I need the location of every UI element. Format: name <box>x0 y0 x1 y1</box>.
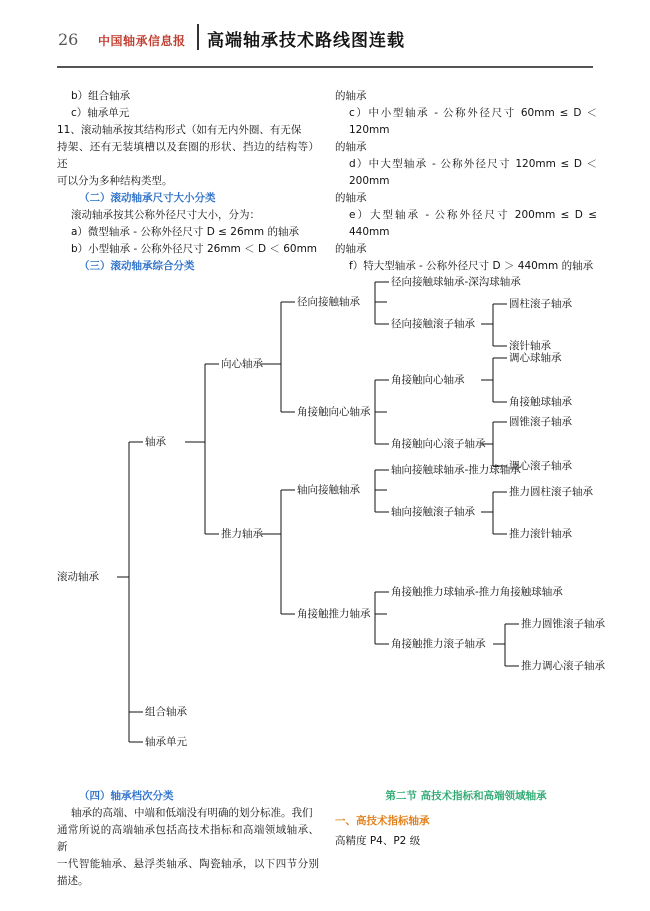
left-body-2: a）微型轴承 - 公称外径尺寸 D ≤ 26mm 的轴承 <box>71 226 299 238</box>
page-number: 26 <box>58 30 79 49</box>
tree-node-angular-contact-ball-bearing: 角接触球轴承 <box>509 396 572 408</box>
bottom-right-section <box>335 788 597 850</box>
tree-node-thrust-cylindrical-roller-bearing: 推力圆柱滚子轴承 <box>509 486 593 498</box>
bottom-left-section <box>57 788 319 890</box>
header-divider <box>197 24 199 50</box>
right-line-1: 的轴承 <box>335 90 367 102</box>
tree-section-title: （三）滚动轴承综合分类 <box>79 260 195 272</box>
tree-node-combined-bearing: 组合轴承 <box>145 706 187 718</box>
tree-node-radial-contact-ball-bearing: 径向接触球轴承-深沟球轴承 <box>391 276 521 288</box>
right-line-8: f）特大型轴承 - 公称外径尺寸 D ＞ 440mm 的轴承 <box>349 260 594 272</box>
tree-node-thrust-needle-roller-bearing: 推力滚针轴承 <box>509 528 572 540</box>
tree-node-thrust-tapered-roller-bearing: 推力圆锥滚子轴承 <box>521 618 605 630</box>
tree-node-angular-radial-bearing: 角接触向心轴承 <box>297 406 371 418</box>
journal-name: 中国轴承信息报 <box>98 34 186 48</box>
left-line-3: 11、滚动轴承按其结构形式（如有无内外圈、有无保 <box>57 124 302 136</box>
left-line-5: 可以分为多种结构类型。 <box>57 175 173 187</box>
tree-node-axial-contact-roller-bearing: 轴向接触滚子轴承 <box>391 506 475 518</box>
right-line-2: c）中小型轴承 - 公称外径尺寸 60mm ≤ D ＜ 120mm <box>349 107 597 136</box>
tree-node-angular-thrust-roller-bearing: 角接触推力滚子轴承 <box>391 638 486 650</box>
left-line-1: b）组合轴承 <box>71 90 131 102</box>
left-line-2: c）轴承单元 <box>71 107 130 119</box>
tree-node-self-aligning-ball-bearing: 调心球轴承 <box>509 352 562 364</box>
page-title: 高端轴承技术路线图连载 <box>207 31 405 51</box>
tree-node-root: 滚动轴承 <box>57 571 99 583</box>
right-line-6: e）大型轴承 - 公称外径尺寸 200mm ≤ D ≤ 440mm <box>349 209 597 238</box>
tree-node-bearing: 轴承 <box>145 436 166 448</box>
bottom-left-line-3: 一代智能轴承、悬浮类轴承、陶瓷轴承，以下四节分别描述。 <box>57 858 319 887</box>
tree-node-self-aligning-roller-bearing: 调心滚子轴承 <box>509 460 572 472</box>
left-text-column <box>57 88 319 258</box>
bottom-left-line-1: 轴承的高端、中端和低端没有明确的划分标准。我们 <box>71 807 313 819</box>
tree-node-thrust-bearing: 推力轴承 <box>221 528 263 540</box>
tree-node-angular-thrust-bearing: 角接触推力轴承 <box>297 608 371 620</box>
right-line-7: 的轴承 <box>335 243 367 255</box>
tree-node-radial-contact-bearing: 径向接触轴承 <box>297 296 360 308</box>
page-header <box>0 0 650 70</box>
right-line-5: 的轴承 <box>335 192 367 204</box>
tree-node-radial-contact-roller-bearing: 径向接触滚子轴承 <box>391 318 475 330</box>
tree-node-bearing-unit: 轴承单元 <box>145 736 187 748</box>
header-rule <box>57 66 593 68</box>
section-title-grade-class: （四）轴承档次分类 <box>79 790 174 802</box>
bottom-right-body: 高精度 P4、P2 级 <box>335 835 421 847</box>
tree-node-needle-roller-bearing: 滚针轴承 <box>509 340 551 352</box>
tree-node-thrust-self-aligning-roller-bearing: 推力调心滚子轴承 <box>521 660 605 672</box>
left-line-4: 持架、还有无装填槽以及套圈的形状、挡边的结构等）还 <box>57 141 319 170</box>
tree-node-angular-radial-roller-bearing: 角接触向心滚子轴承 <box>391 438 486 450</box>
tree-node-axial-contact-bearing: 轴向接触轴承 <box>297 484 360 496</box>
right-line-3: 的轴承 <box>335 141 367 153</box>
tree-node-radial-bearing: 向心轴承 <box>221 358 263 370</box>
right-text-column <box>335 88 597 275</box>
tree-node-tapered-roller-bearing: 圆锥滚子轴承 <box>509 416 572 428</box>
tree-node-angular-thrust-ball-bearing: 角接触推力球轴承-推力角接触球轴承 <box>391 586 563 598</box>
section-heading-chapter2: 第二节 高技术指标和高端领域轴承 <box>385 790 547 802</box>
left-body-3: b）小型轴承 - 公称外径尺寸 26mm ＜ D ＜ 60mm <box>71 243 318 255</box>
section-title-size-class: （二）滚动轴承尺寸大小分类 <box>79 192 216 204</box>
bottom-left-line-2: 通常所说的高端轴承包括高技术指标和高端领域轴承、新 <box>57 824 319 853</box>
tree-node-axial-contact-ball-bearing: 轴向接触球轴承-推力球轴承 <box>391 464 521 476</box>
subsection-heading-tech-index: 一、高技术指标轴承 <box>335 815 430 827</box>
left-body-1: 滚动轴承按其公称外径尺寸大小，分为： <box>71 209 260 221</box>
tree-node-cylindrical-roller-bearing: 圆柱滚子轴承 <box>509 298 572 310</box>
classification-tree <box>57 272 605 782</box>
tree-node-angular-radial-ball-group: 角接触向心轴承 <box>391 374 465 386</box>
right-line-4: d）中大型轴承 - 公称外径尺寸 120mm ≤ D ＜ 200mm <box>349 158 597 187</box>
